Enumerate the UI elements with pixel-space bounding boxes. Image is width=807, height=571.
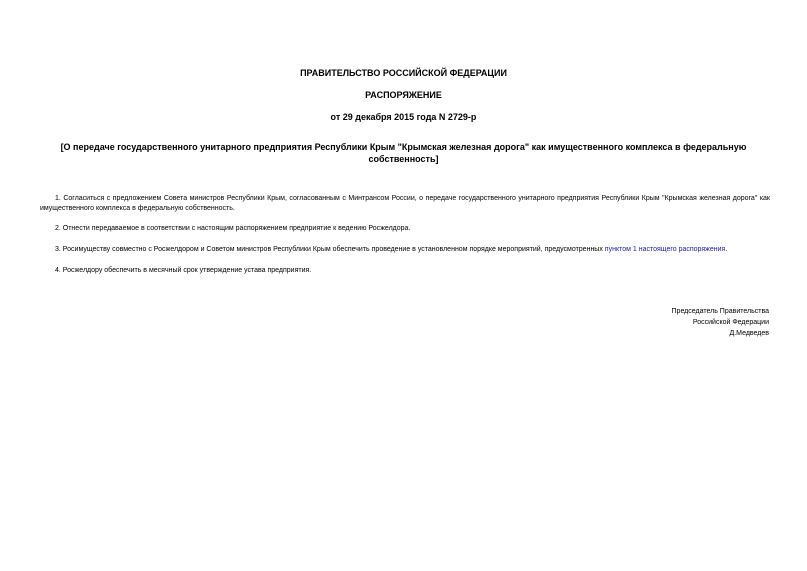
document-type-heading: РАСПОРЯЖЕНИЕ <box>365 90 442 100</box>
government-heading: ПРАВИТЕЛЬСТВО РОССИЙСКОЙ ФЕДЕРАЦИИ <box>300 68 507 78</box>
paragraph-3-text: 3. Росимуществу совместно с Росжелдором и Советом министров Республики Крым обеспечить проведение в установленном порядке мероприятий, предусмотренных <box>55 246 605 253</box>
date-number-heading: от 29 декабря 2015 года N 2729-р <box>330 112 477 122</box>
paragraph-3-end: . <box>725 246 728 253</box>
signature-name: Д.Медведев <box>729 330 769 337</box>
document-title: [О передаче государственного унитарного предприятия Республики Крым "Крымская железная дорога" как имущественного комплекса в федеральную собственность] <box>60 142 747 164</box>
paragraph-3 <box>40 245 770 255</box>
paragraph-1: 1. Согласиться с предложением Совета министров Республики Крым, согласованным с Минтрансом России, о передаче государственного унитарного предприятия Республики Крым "Крымская железная дорога" как имущественного комплекса в федеральную собственность. <box>40 195 770 212</box>
paragraph-4: 4. Росжелдору обеспечить в месячный срок утверждение устава предприятия. <box>55 267 312 274</box>
signature-organization: Российской Федерации <box>692 319 769 326</box>
paragraph-2: 2. Отнести передаваемое в соответствии с настоящим распоряжением предприятие к ведению Росжелдора. <box>55 225 411 232</box>
paragraph-1-reference-link[interactable]: пунктом 1 настоящего распоряжения <box>604 246 726 253</box>
signature-title: Председатель Правительства <box>671 308 769 315</box>
